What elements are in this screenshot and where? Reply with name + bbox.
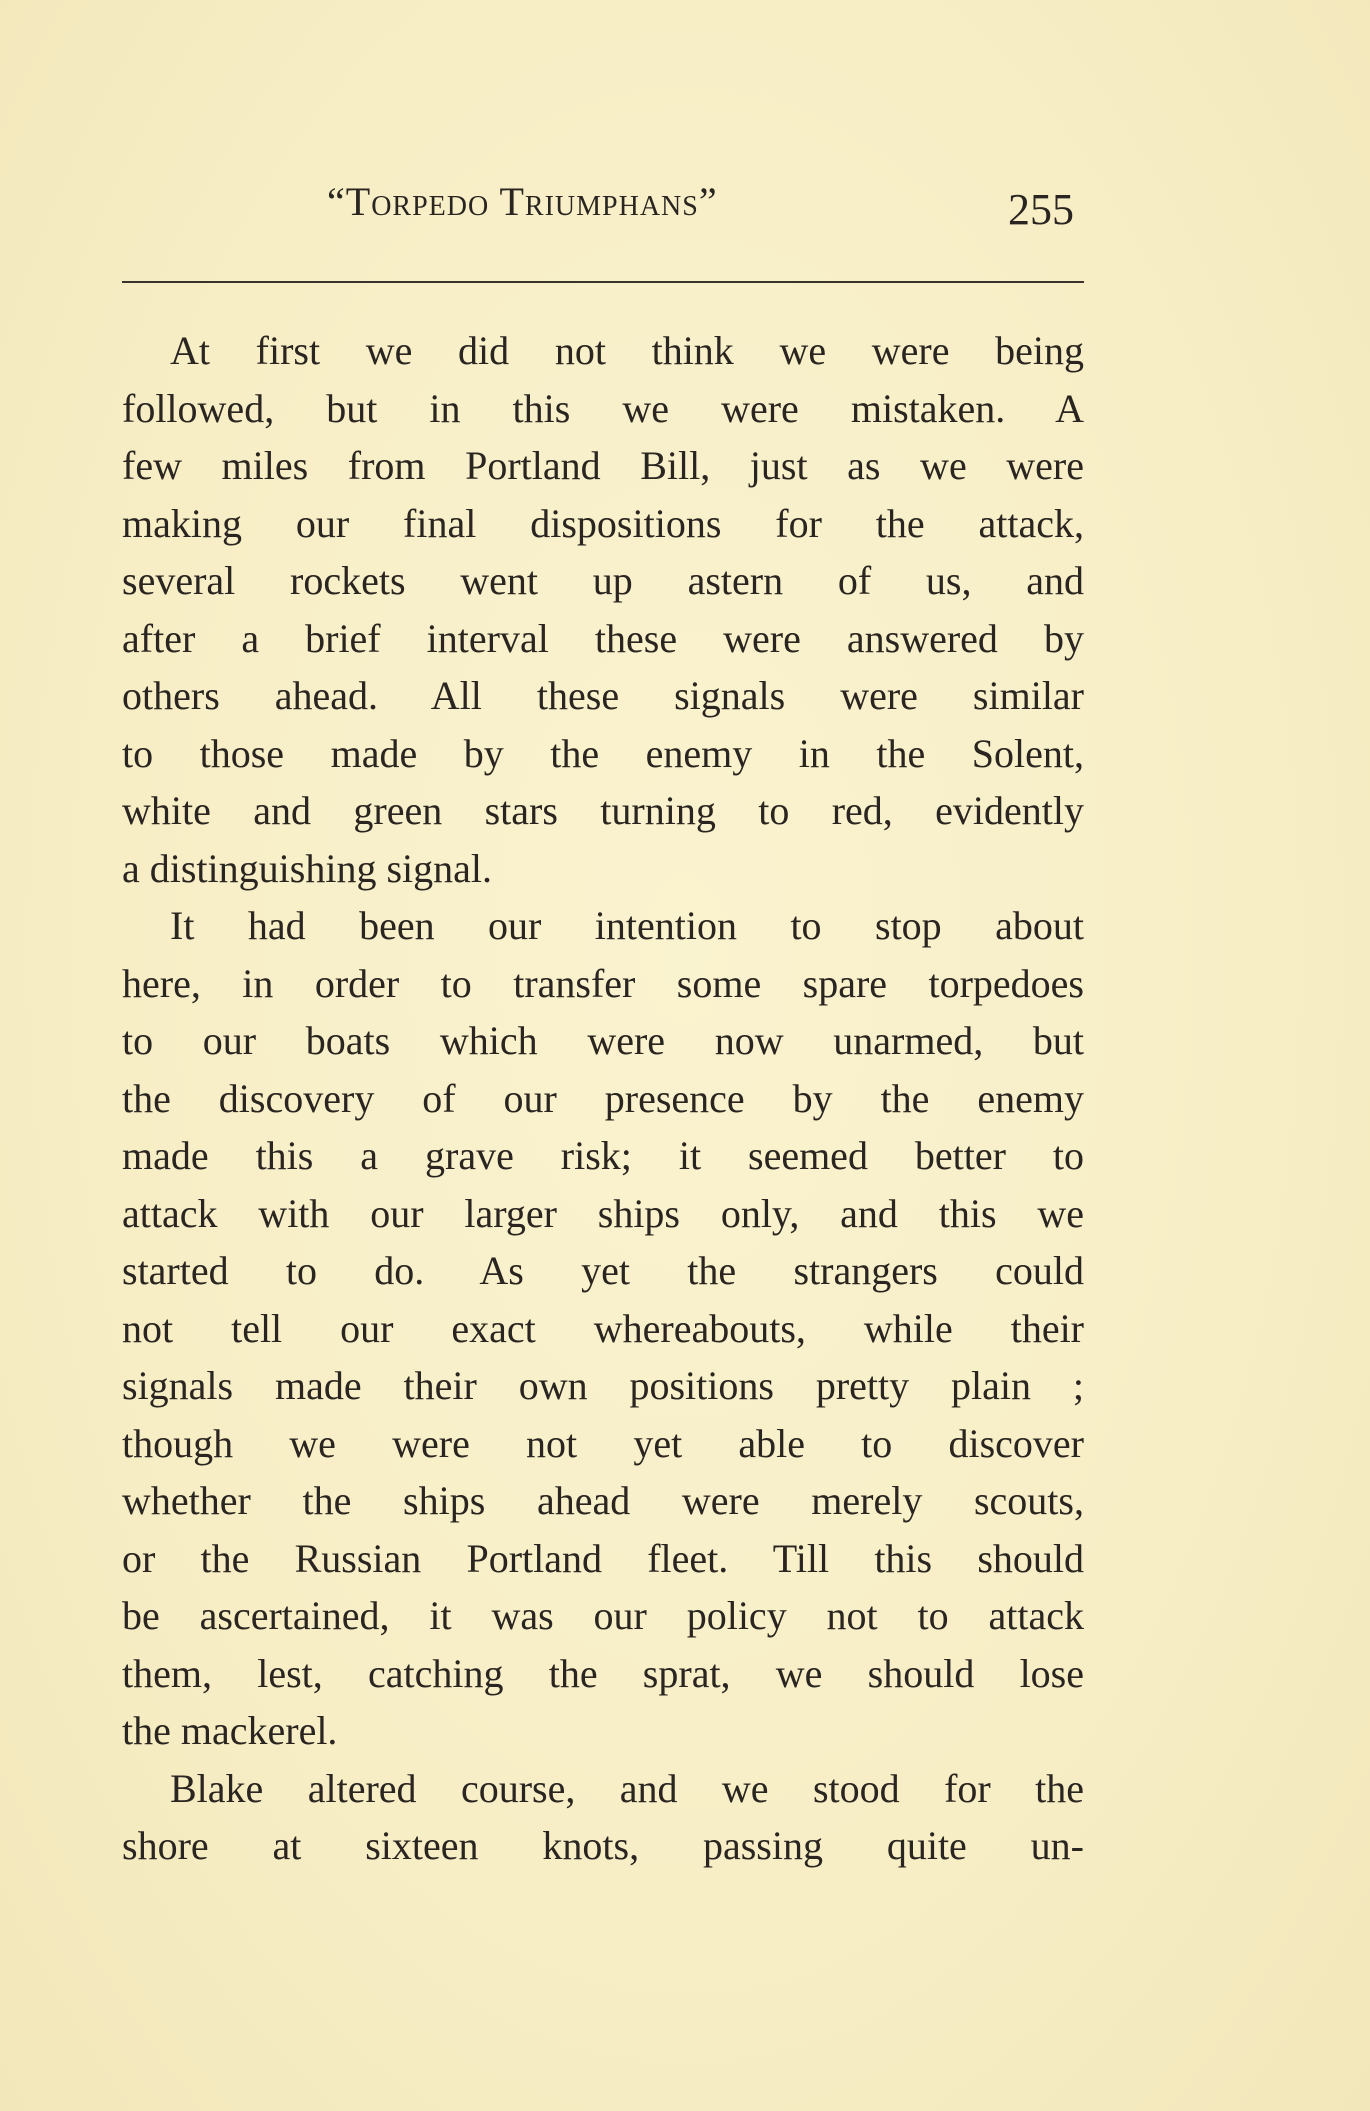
text-line: Blake altered course, and we stood for the [170, 1765, 1084, 1811]
paragraph [122, 897, 1084, 1760]
text-line: after a brief interval these were answered by [122, 615, 1084, 661]
text-line: to those made by the enemy in the Solent, [122, 730, 1084, 776]
text-line: a distinguishing signal. [122, 845, 492, 891]
text-line: here, in order to transfer some spare torpedoes [122, 960, 1084, 1006]
header-rule [122, 281, 1084, 283]
text-line: to our boats which were now unarmed, but [122, 1018, 1084, 1063]
text-line: It had been our intention to stop about [170, 903, 1084, 948]
text-line: whether the ships ahead were merely scouts, [122, 1478, 1084, 1523]
text-line: the mackerel. [122, 1708, 338, 1753]
text-line: several rockets went up astern of us, and [122, 558, 1084, 603]
text-line: though we were not yet able to discover [122, 1420, 1084, 1466]
text-line: others ahead. All these signals were similar [122, 673, 1084, 718]
paragraph [122, 322, 1084, 897]
text-line: followed, but in this we were mistaken. A [122, 385, 1084, 431]
body-text [122, 322, 1084, 1875]
page-number: 255 [1008, 185, 1074, 234]
text-line: shore at sixteen knots, passing quite un- [122, 1823, 1084, 1868]
text-line: started to do. As yet the strangers could [122, 1248, 1084, 1293]
text-line: white and green stars turning to red, evidently [122, 788, 1084, 833]
text-line: At first we did not think we were being [170, 328, 1084, 373]
text-line: few miles from Portland Bill, just as we were [122, 443, 1084, 488]
text-line: attack with our larger ships only, and this we [122, 1190, 1084, 1236]
text-line: or the Russian Portland fleet. Till this should [122, 1535, 1084, 1581]
text-line: made this a grave risk; it seemed better to [122, 1133, 1084, 1178]
running-head: “Torpedo Triumphans” [327, 179, 718, 224]
text-line: signals made their own positions pretty plain ; [122, 1363, 1084, 1408]
text-line: them, lest, catching the sprat, we should lose [122, 1650, 1084, 1696]
page-header [122, 178, 1084, 248]
text-line: be ascertained, it was our policy not to attack [122, 1593, 1084, 1638]
paragraph [122, 1760, 1084, 1875]
text-line: not tell our exact whereabouts, while their [122, 1305, 1084, 1351]
text-line: making our final dispositions for the attack, [122, 500, 1084, 546]
text-line: the discovery of our presence by the enemy [122, 1075, 1084, 1121]
